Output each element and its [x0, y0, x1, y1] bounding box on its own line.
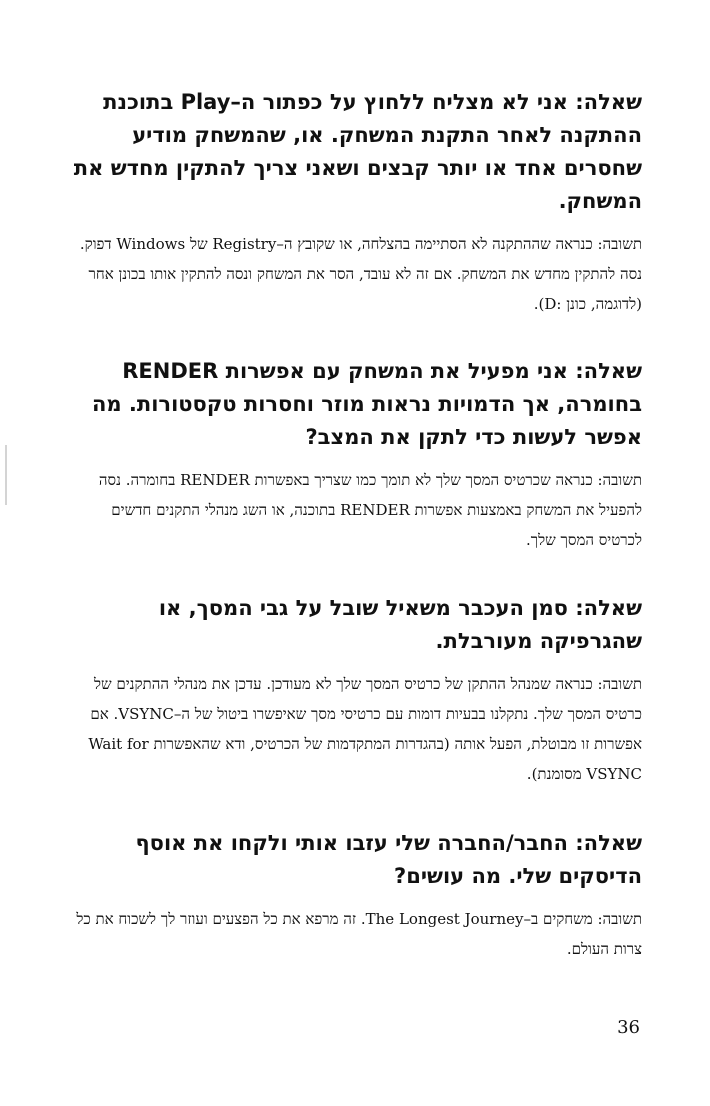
- question-text: החבר/החברה שלי עזבו אותי ולקחו את אוסף הדיסקים שלי. מה עושים?: [135, 831, 642, 888]
- answer-label: תשובה:: [597, 471, 642, 489]
- scan-edge-mark: [5, 445, 7, 505]
- answer-label: תשובה:: [597, 675, 642, 693]
- question-label: שאלה:: [575, 831, 642, 855]
- question-label: שאלה:: [575, 90, 642, 114]
- question-text: אני מפעיל את המשחק עם אפשרות RENDER בחומרה, אך הדמויות נראות מוזר וחסרות טקסטורות. מה אפשר לעשות כדי לתקן את המצב?: [91, 359, 642, 449]
- question-label: שאלה:: [575, 359, 642, 383]
- answer-label: תשובה:: [597, 910, 642, 928]
- answer: [68, 465, 642, 555]
- question-text: סמן העכבר משאיל שובל על גבי המסך, או שהגרפיקה מעורבלת.: [158, 596, 642, 653]
- answer: [68, 669, 642, 789]
- answer: [68, 229, 642, 319]
- faq-item: [68, 592, 642, 789]
- answer-text: כנראה שההתקנה לא הסתיימה בהצלחה, או שקובץ ה–Registry של Windows דפוק. נסה להתקין מחדש את המשחק. אם זה לא עובד, הסר את המשחק ונסה להתקין אותו בכונן אחר (לדוגמה, כונן :D).: [79, 235, 642, 313]
- question: [68, 86, 642, 218]
- faq-item: [68, 827, 642, 964]
- answer-text: כנראה שכרטיס המסך שלך לא תומך כמו שצריך באפשרות RENDER בחומרה. נסה להפעיל את המשחק באמצעות אפשרות RENDER בתוכנה, או השג מנהלי התקנים חדשים לכרטיס המסך שלך.: [98, 471, 642, 549]
- answer-label: תשובה:: [597, 235, 642, 253]
- faq-item: [68, 86, 642, 319]
- page-number: 36: [617, 1017, 640, 1038]
- faq-content: [68, 86, 642, 964]
- question-text: אני לא מצליח ללחוץ על כפתור ה–Play בתוכנת ההתקנה לאחר התקנת המשחק. או, שהמשחק מודיע שחסרים אחד או יותר קבצים ושאני צריך להתקין מחדש את המשחק.: [73, 90, 642, 213]
- faq-item: [68, 355, 642, 555]
- question: [68, 592, 642, 658]
- answer-text: כנראה שמנהל ההתקן של כרטיס המסך שלך לא מעודכן. עדכן את מנהלי ההתקנים של כרטיס המסך שלך. נתקלנו בבעיות דומות עם כרטיסי מסך שאיפשרו ביטול של ה–VSYNC. אם אפשרות זו מבוטלת, הפעל אותה (בהגדרות המתקדמות של הכרטיס, ודא שהאפשרות Wait for VSYNC מסומנת).: [88, 675, 642, 783]
- answer: [68, 904, 642, 964]
- question: [68, 827, 642, 893]
- answer-text: משחקים ב–The Longest Journey. זה מרפא את כל הפצעים ועוזר לך לשכוח את כל צרות העולם.: [76, 910, 642, 958]
- question: [68, 355, 642, 454]
- question-label: שאלה:: [575, 596, 642, 620]
